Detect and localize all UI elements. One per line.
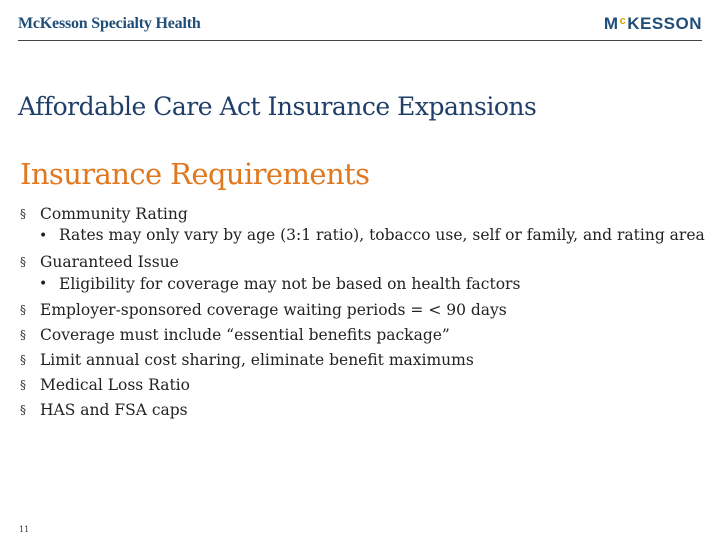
sub-bullet-marker: •: [39, 276, 48, 292]
bullet-list: [20, 204, 710, 425]
bullet-marker: §: [20, 328, 26, 342]
section-title: Insurance Requirements: [20, 157, 370, 191]
logo-part-1: M: [603, 14, 619, 33]
bullet-has-fsa-caps: [20, 400, 710, 420]
sub-bullet-text: Rates may only vary by age (3:1 ratio), tobacco use, self or family, and rating area: [59, 226, 705, 244]
bullet-marker: §: [20, 353, 26, 367]
bullet-guaranteed-issue: [20, 252, 710, 294]
bullet-marker: §: [20, 255, 26, 269]
bullet-marker: §: [20, 378, 26, 392]
bullet-medical-loss-ratio: [20, 375, 710, 395]
bullet-text: Community Rating: [40, 205, 188, 223]
slide-title: Affordable Care Act Insurance Expansions: [18, 92, 537, 121]
logo-part-3: KESSON: [627, 14, 702, 33]
bullet-text: Guaranteed Issue: [40, 253, 179, 271]
bullet-text: Limit annual cost sharing, eliminate benefit maximums: [40, 351, 474, 369]
bullet-community-rating: [20, 204, 710, 246]
bullet-essential-benefits: [20, 325, 710, 345]
bullet-marker: §: [20, 403, 26, 417]
bullet-text: Coverage must include “essential benefits package”: [40, 326, 450, 344]
page-number: 11: [19, 525, 30, 534]
bullet-cost-sharing: [20, 350, 710, 370]
bullet-marker: §: [20, 303, 26, 317]
bullet-text: Employer-sponsored coverage waiting periods = < 90 days: [40, 301, 507, 319]
bullet-waiting-periods: [20, 300, 710, 320]
brand-name-left: McKesson Specialty Health: [18, 15, 201, 32]
bullet-marker: §: [20, 207, 26, 221]
logo-part-2: c: [619, 15, 627, 27]
sub-bullet-text: Eligibility for coverage may not be based on health factors: [59, 275, 521, 293]
sub-bullet-marker: •: [39, 228, 48, 244]
bullet-text: Medical Loss Ratio: [40, 376, 190, 394]
mckesson-logo: [604, 14, 702, 34]
bullet-text: HAS and FSA caps: [40, 401, 188, 419]
header-divider: [18, 40, 702, 41]
